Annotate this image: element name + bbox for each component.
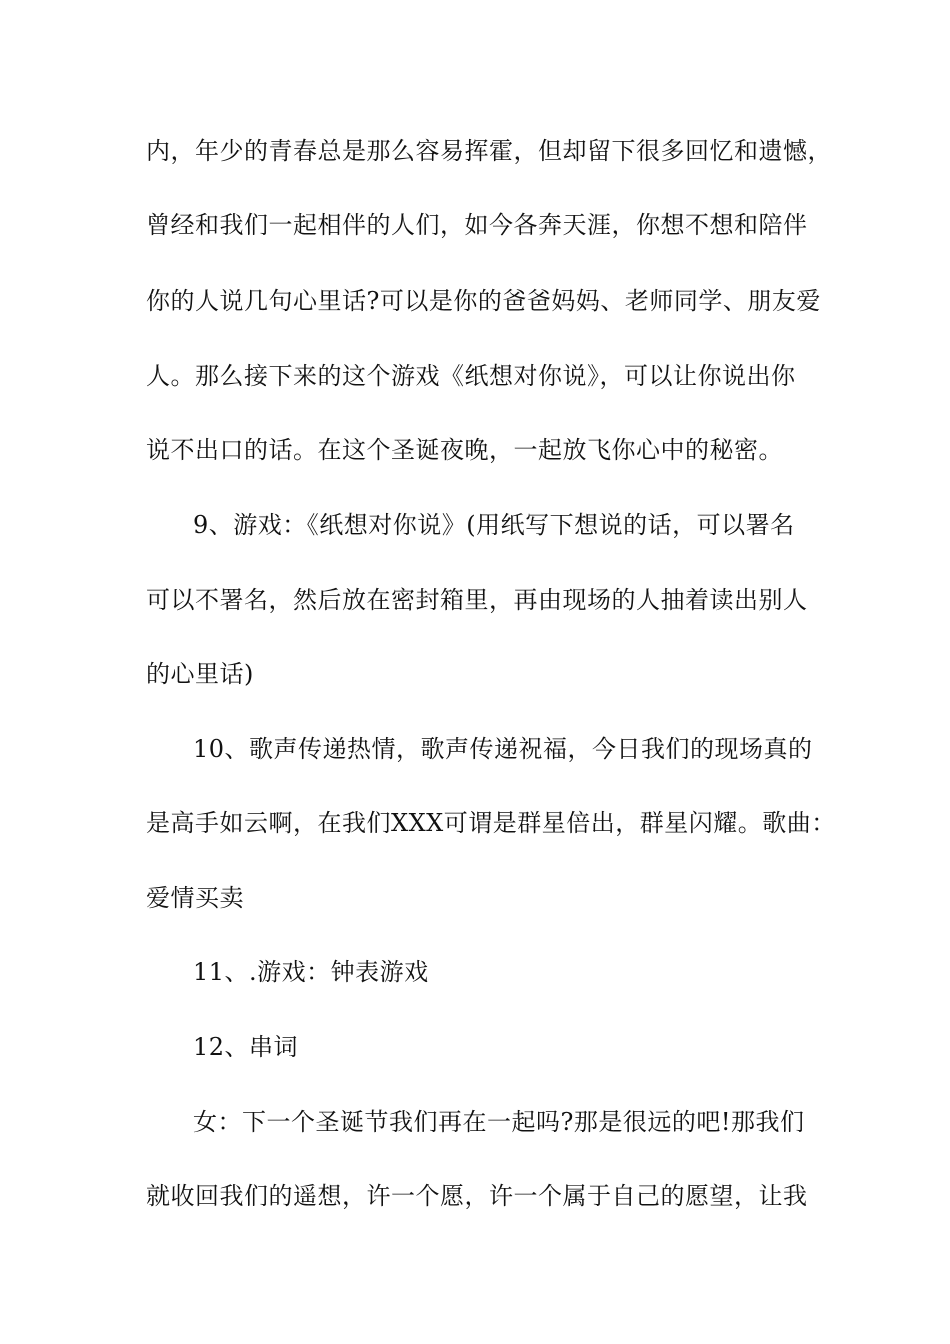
text-line-15: 就收回我们的遥想，许一个愿，许一个属于自己的愿望，让我 bbox=[146, 1182, 808, 1210]
text-line-2: 曾经和我们一起相伴的人们，如今各奔天涯，你想不想和陪伴 bbox=[146, 211, 808, 239]
text-line-8: 的心里话) bbox=[146, 660, 254, 688]
text-line-14: 女：下一个圣诞节我们再在一起吗?那是很远的吧!那我们 bbox=[193, 1108, 805, 1136]
text-line-1: 内，年少的青春总是那么容易挥霍，但却留下很多回忆和遗憾， bbox=[146, 137, 832, 165]
text-line-9: 10、歌声传递热情，歌声传递祝福，今日我们的现场真的 bbox=[193, 735, 813, 763]
text-line-11: 爱情买卖 bbox=[146, 884, 244, 912]
text-line-4: 人。那么接下来的这个游戏《纸想对你说》，可以让你说出你 bbox=[146, 362, 796, 390]
text-line-12: 11、.游戏：钟表游戏 bbox=[193, 958, 429, 986]
text-line-3: 你的人说几句心里话?可以是你的爸爸妈妈、老师同学、朋友爱 bbox=[146, 287, 821, 315]
text-line-10: 是高手如云啊，在我们XXX可谓是群星倍出，群星闪耀。歌曲： bbox=[146, 809, 836, 837]
text-line-6: 9、游戏：《纸想对你说》(用纸写下想说的话，可以署名 bbox=[193, 511, 795, 539]
text-line-7: 可以不署名，然后放在密封箱里，再由现场的人抽着读出别人 bbox=[146, 586, 808, 614]
text-line-5: 说不出口的话。在这个圣诞夜晚，一起放飞你心中的秘密。 bbox=[146, 436, 783, 464]
text-line-13: 12、串词 bbox=[193, 1033, 299, 1061]
